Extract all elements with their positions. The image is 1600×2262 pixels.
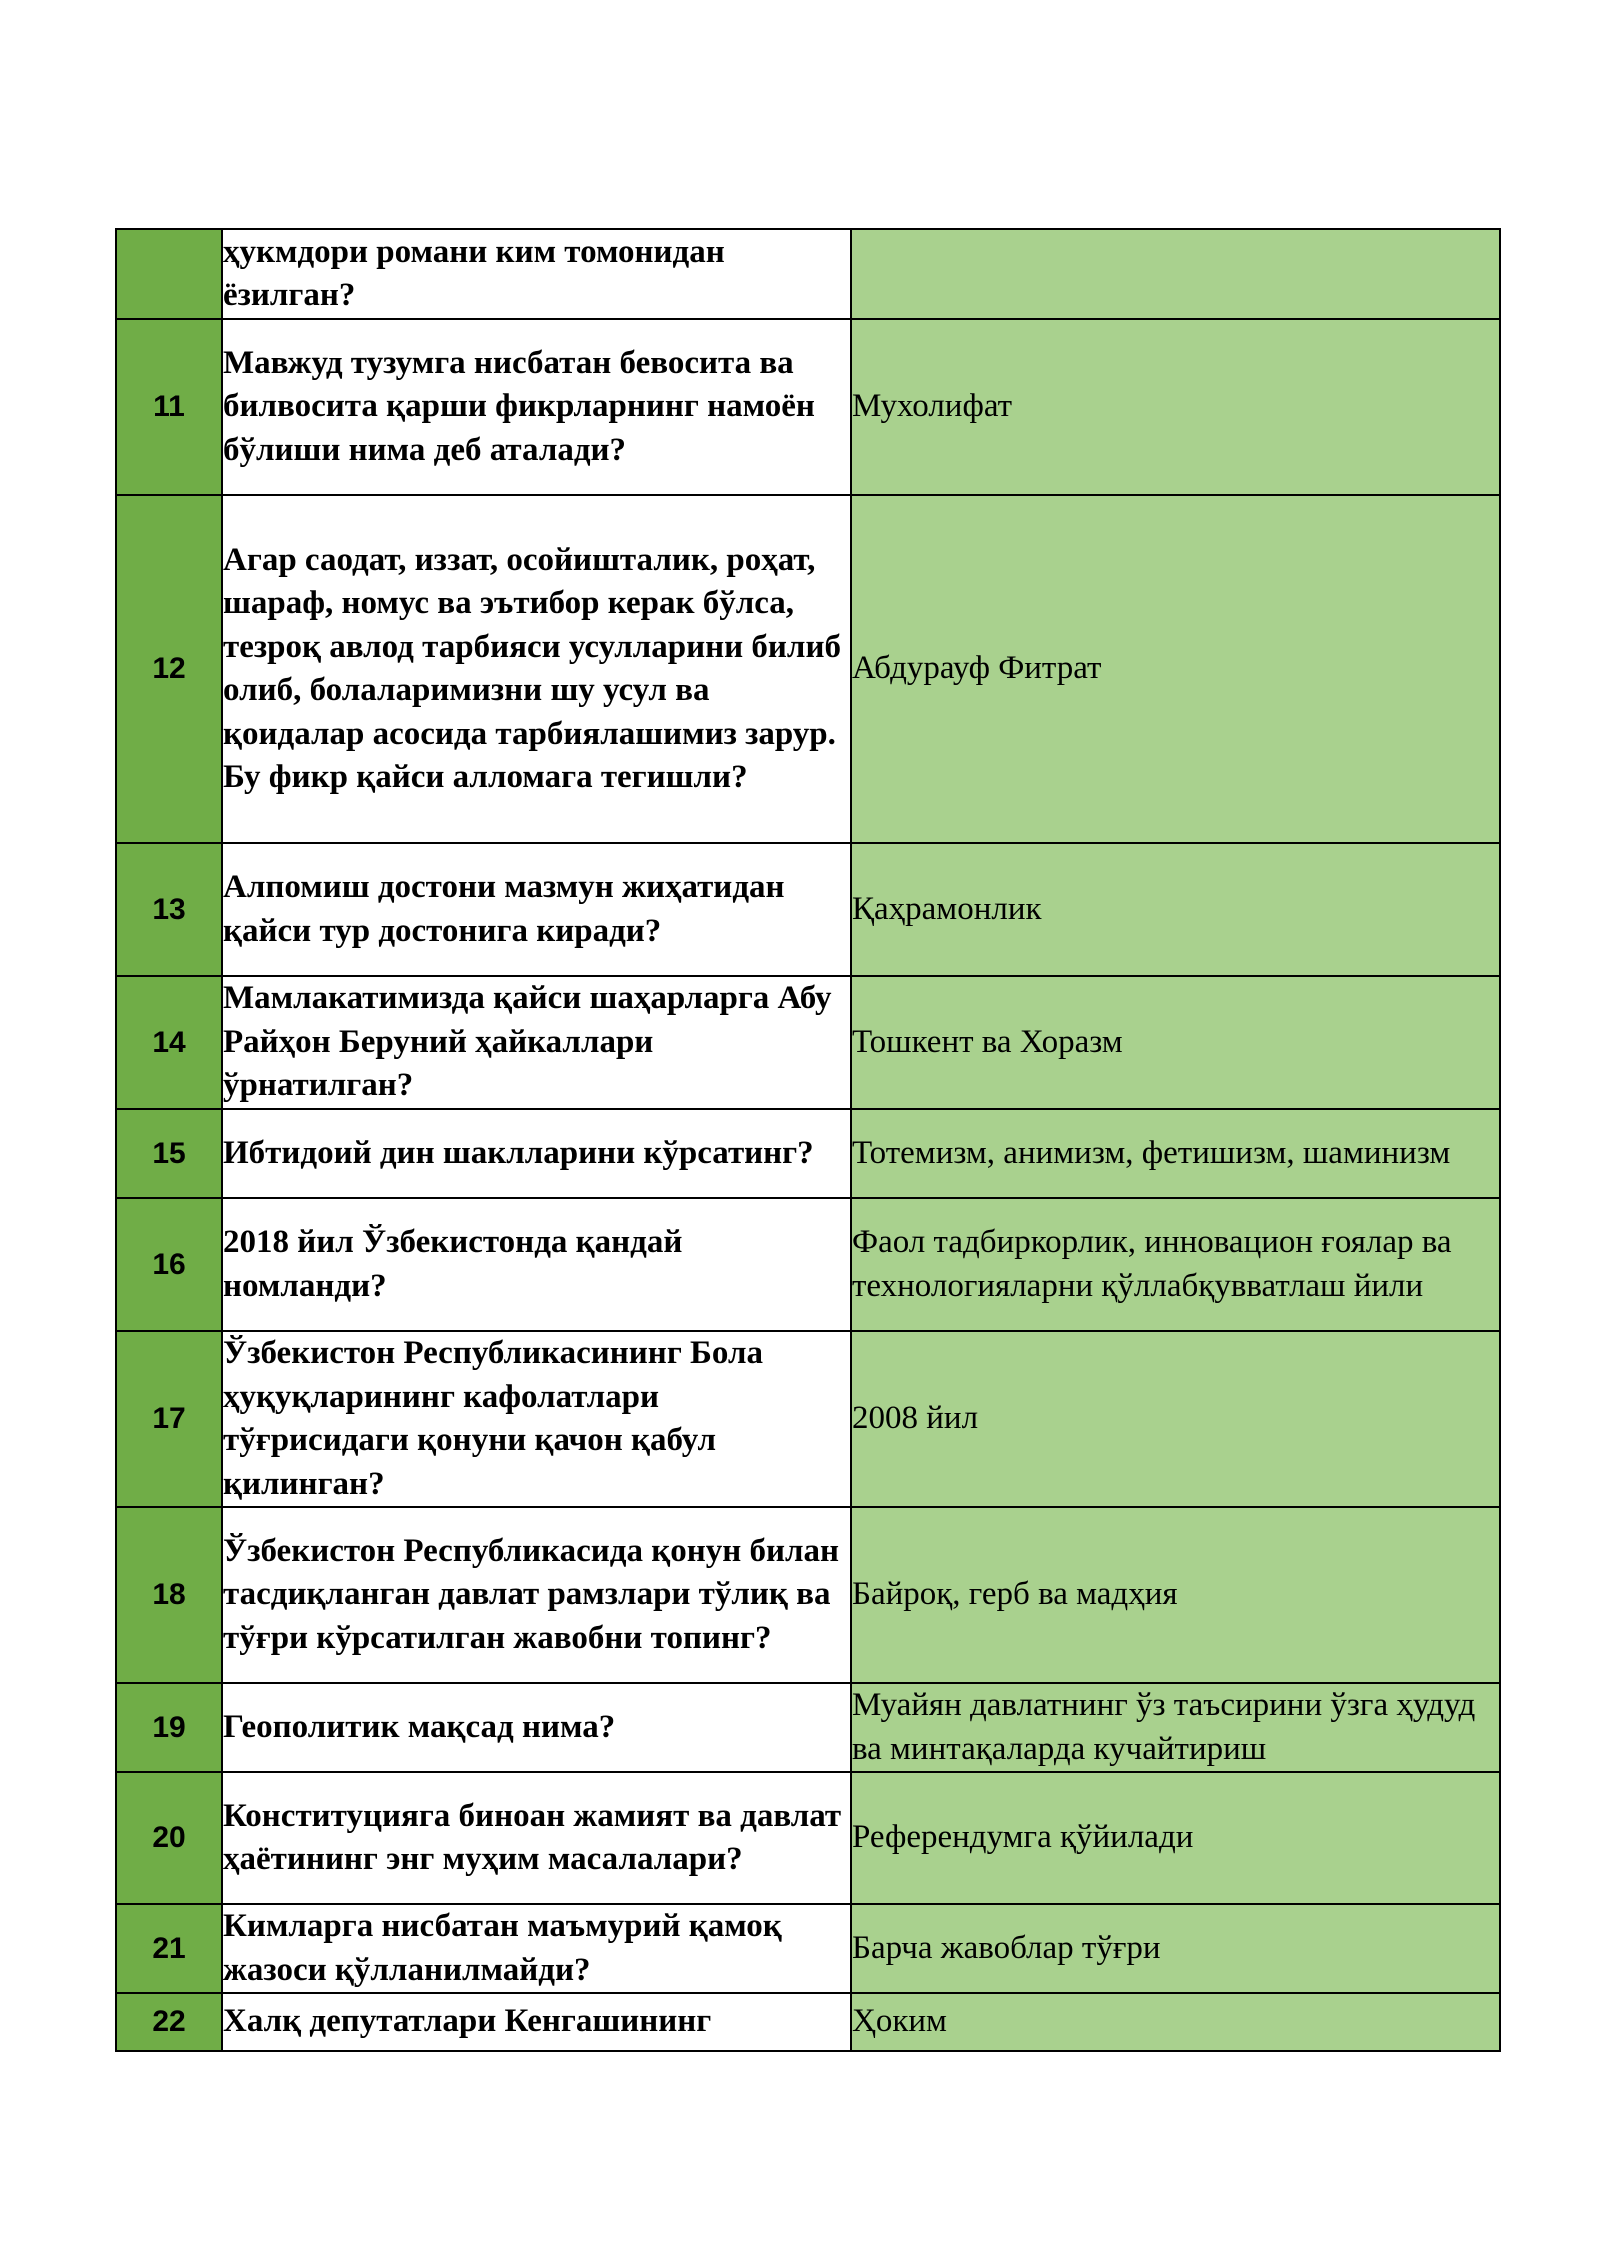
row-number: 22 bbox=[116, 1993, 222, 2051]
answer-text: Ҳоким bbox=[852, 2003, 947, 2040]
answer-text: Тошкент ва Хоразм bbox=[852, 1023, 1123, 1060]
answer-text: Фаол тадбиркорлик, инновацион ғоялар ва технологияларни қўллабқувватлаш йили bbox=[852, 1224, 1452, 1304]
answer-cell bbox=[851, 1772, 1500, 1904]
question-cell bbox=[222, 1993, 851, 2051]
row-number bbox=[116, 229, 222, 319]
answer-text: Байроқ, герб ва мадҳия bbox=[852, 1576, 1178, 1613]
question-cell bbox=[222, 1772, 851, 1904]
answer-cell bbox=[851, 1507, 1500, 1683]
question-cell bbox=[222, 1109, 851, 1198]
table-row bbox=[116, 1772, 1500, 1904]
table-row bbox=[116, 495, 1500, 843]
question-cell bbox=[222, 1683, 851, 1772]
table-row bbox=[116, 319, 1500, 495]
row-number: 14 bbox=[116, 976, 222, 1109]
question-text: Халқ депутатлари Кенгашининг bbox=[223, 2003, 712, 2040]
question-text: 2018 йил Ўзбекистонда қандай номланди? bbox=[223, 1224, 683, 1304]
answer-text: 2008 йил bbox=[852, 1400, 979, 1437]
answer-cell bbox=[851, 1331, 1500, 1507]
answer-cell bbox=[851, 495, 1500, 843]
row-number: 12 bbox=[116, 495, 222, 843]
table-row bbox=[116, 843, 1500, 976]
answer-text: Референдумга қўйилади bbox=[852, 1819, 1194, 1856]
question-text: Ўзбекистон Республикасида қонун билан тасдиқланган давлат рамзлари тўлиқ ва тўғри кўрсатилган жавобни топинг? bbox=[223, 1532, 840, 1656]
qa-table bbox=[115, 228, 1501, 2052]
answer-cell bbox=[851, 229, 1500, 319]
question-cell bbox=[222, 976, 851, 1109]
answer-text: Муайян давлатнинг ўз таъсирини ўзга ҳудуд ва минтақаларда кучайтириш bbox=[852, 1687, 1476, 1767]
row-number: 13 bbox=[116, 843, 222, 976]
question-text: Геополитик мақсад нима? bbox=[223, 1708, 616, 1745]
table-row bbox=[116, 1993, 1500, 2051]
table-row bbox=[116, 1507, 1500, 1683]
document-page bbox=[115, 228, 1501, 2052]
question-cell bbox=[222, 495, 851, 843]
question-text: ҳукмдори романи ким томонидан ёзилган? bbox=[223, 233, 725, 313]
question-cell bbox=[222, 843, 851, 976]
table-row bbox=[116, 229, 1500, 319]
question-cell bbox=[222, 229, 851, 319]
table-row bbox=[116, 976, 1500, 1109]
answer-text: Қаҳрамонлик bbox=[852, 890, 1042, 927]
answer-cell bbox=[851, 1904, 1500, 1993]
answer-cell bbox=[851, 843, 1500, 976]
answer-cell bbox=[851, 319, 1500, 495]
question-text: Алпомиш достони мазмун жиҳатидан қайси тур достонига киради? bbox=[223, 869, 785, 949]
question-cell bbox=[222, 1331, 851, 1507]
row-number: 21 bbox=[116, 1904, 222, 1993]
answer-cell bbox=[851, 1198, 1500, 1331]
row-number: 11 bbox=[116, 319, 222, 495]
question-text: Конституцияга биноан жамият ва давлат ҳаётининг энг муҳим масалалари? bbox=[223, 1797, 842, 1877]
question-cell bbox=[222, 1507, 851, 1683]
table-row bbox=[116, 1198, 1500, 1331]
table-row bbox=[116, 1683, 1500, 1772]
answer-text: Абдурауф Фитрат bbox=[852, 650, 1102, 687]
answer-cell bbox=[851, 1109, 1500, 1198]
question-text: Кимларга нисбатан маъмурий қамоқ жазоси қўлланилмайди? bbox=[223, 1908, 782, 1988]
row-number: 17 bbox=[116, 1331, 222, 1507]
table-row bbox=[116, 1904, 1500, 1993]
question-cell bbox=[222, 1198, 851, 1331]
question-cell bbox=[222, 1904, 851, 1993]
question-text: Агар саодат, иззат, осойишталик, роҳат, шараф, номус ва эътибор керак бўлса, тезроқ авлод тарбияси усулларини билиб олиб, болаларимизни шу усул ва қоидалар асосида тарбиялашимиз зарур. Бу фикр қайси алломага тегишли? bbox=[223, 541, 841, 795]
question-cell bbox=[222, 319, 851, 495]
row-number: 18 bbox=[116, 1507, 222, 1683]
row-number: 15 bbox=[116, 1109, 222, 1198]
answer-text: Мухолифат bbox=[852, 388, 1013, 425]
table-row bbox=[116, 1331, 1500, 1507]
answer-text: Барча жавоблар тўғри bbox=[852, 1929, 1161, 1966]
answer-text: Тотемизм, анимизм, фетишизм, шаминизм bbox=[852, 1134, 1451, 1171]
table-row bbox=[116, 1109, 1500, 1198]
question-text: Мавжуд тузумга нисбатан бевосита ва билвосита қарши фикрларнинг намоён бўлиши нима деб аталади? bbox=[223, 344, 815, 468]
row-number: 19 bbox=[116, 1683, 222, 1772]
question-text: Ибтидоий дин шаклларини кўрсатинг? bbox=[223, 1134, 814, 1171]
answer-cell bbox=[851, 1993, 1500, 2051]
row-number: 20 bbox=[116, 1772, 222, 1904]
row-number: 16 bbox=[116, 1198, 222, 1331]
answer-cell bbox=[851, 976, 1500, 1109]
question-text: Мамлакатимизда қайси шаҳарларга Абу Райҳон Беруний ҳайкаллари ўрнатилган? bbox=[223, 980, 832, 1104]
question-text: Ўзбекистон Республикасининг Бола ҳуқуқларининг кафолатлари тўғрисидаги қонуни қачон қабул қилинган? bbox=[223, 1335, 763, 1502]
answer-cell bbox=[851, 1683, 1500, 1772]
